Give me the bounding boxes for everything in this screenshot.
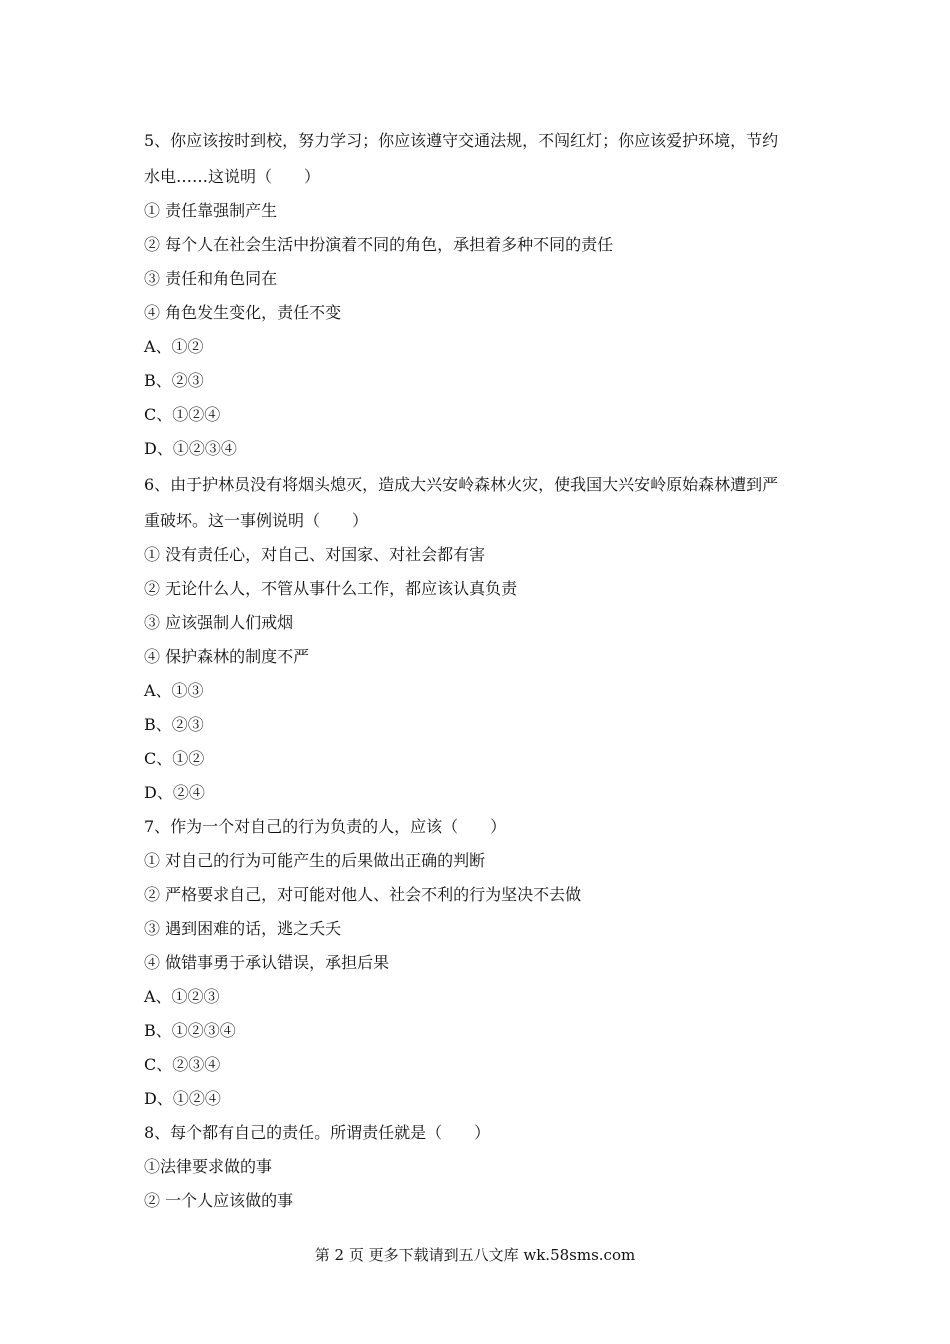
question-5 — [144, 122, 814, 466]
statement-item: ② 无论什么人，不管从事什么工作，都应该认真负责 — [144, 579, 518, 598]
statement-item: ② 严格要求自己，对可能对他人、社会不利的行为坚决不去做 — [144, 885, 582, 904]
answer-option: C、②③④ — [144, 1055, 221, 1074]
answer-option: D、②④ — [144, 783, 205, 802]
question-stem-line: 8、每个都有自己的责任。所谓责任就是（ ） — [144, 1123, 491, 1142]
statement-item: ② 每个人在社会生活中扮演着不同的角色，承担着多种不同的责任 — [144, 235, 614, 254]
answer-option: C、①② — [144, 749, 205, 768]
answer-option: B、①②③④ — [144, 1021, 236, 1040]
question-8 — [144, 1116, 814, 1218]
answer-option: A、①②③ — [144, 987, 220, 1006]
question-stem-line: 6、由于护林员没有将烟头熄灭，造成大兴安岭森林火灾，使我国大兴安岭原始森林遭到严 — [144, 475, 779, 494]
statement-item: ② 一个人应该做的事 — [144, 1191, 294, 1210]
answer-option: B、②③ — [144, 715, 204, 734]
statement-item: ③ 责任和角色同在 — [144, 269, 278, 288]
statement-item: ① 对自己的行为可能产生的后果做出正确的判断 — [144, 851, 486, 870]
answer-option: C、①②④ — [144, 405, 221, 424]
statement-item: ④ 做错事勇于承认错误，承担后果 — [144, 953, 390, 972]
statement-item: ④ 角色发生变化，责任不变 — [144, 303, 342, 322]
statement-item: ①法律要求做的事 — [144, 1157, 273, 1176]
answer-option: A、①③ — [144, 681, 204, 700]
question-stem-line: 水电……这说明（ ） — [144, 167, 321, 186]
statement-item: ① 没有责任心，对自己、对国家、对社会都有害 — [144, 545, 486, 564]
question-stem-line: 重破坏。这一事例说明（ ） — [144, 511, 369, 530]
statement-item: ① 责任靠强制产生 — [144, 201, 278, 220]
answer-option: A、①② — [144, 337, 204, 356]
answer-option: D、①②④ — [144, 1089, 221, 1108]
question-6 — [144, 466, 814, 810]
statement-item: ③ 应该强制人们戒烟 — [144, 613, 294, 632]
answer-option: B、②③ — [144, 371, 204, 390]
question-stem-line: 5、你应该按时到校，努力学习；你应该遵守交通法规，不闯红灯；你应该爱护环境，节约 — [144, 131, 779, 150]
question-stem-line: 7、作为一个对自己的行为负责的人，应该（ ） — [144, 817, 507, 836]
page-footer: 第 2 页 更多下载请到五八文库 wk.58sms.com — [314, 1246, 636, 1264]
statement-item: ④ 保护森林的制度不严 — [144, 647, 310, 666]
answer-option: D、①②③④ — [144, 439, 237, 458]
question-list — [144, 122, 814, 1218]
question-7 — [144, 810, 814, 1116]
statement-item: ③ 遇到困难的话，逃之夭夭 — [144, 919, 342, 938]
